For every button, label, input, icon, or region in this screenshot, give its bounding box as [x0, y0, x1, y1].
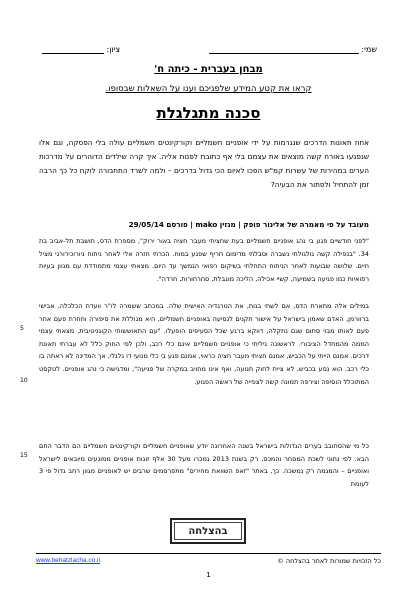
page-number: 1 [206, 571, 211, 579]
behatzlacha-logo [170, 518, 246, 544]
copyright-text: כל הזכויות שמורות לאתר בהצלחה © [277, 557, 381, 565]
source-line: מעובד על פי מאמרה של אלינור פופק | מגזין mako | פורסם 29/05/14 [128, 220, 369, 229]
footer-divider [36, 553, 381, 554]
website-link[interactable]: www.behatzlacha.co.il [36, 557, 100, 564]
logo-text: בהצלחה [174, 522, 242, 540]
article-paragraph-2: במילים אלה מתארת הדס, אם לשתי בנות, את הטרגדיה האישית שלה. במכתב ששמרה לו"ר וועדת הכלכלה, אבישי ברוורמן, האדם שאמון בישראל על אישור תקנים לנסיעה באופניים חשמליים, היא מגוללת את סיפורה וחוזרת פעם אחר פעם לאותו מבוי סתום שגם נתקלה, דווקא ברגע שכל הסעיפים הופעלו. "עם התאוששותי הקוגניטיבית, מצאתי עצמי הממה מהמחדל הציבורי. לראשונה גיליתי כי אופניים חשמליים אינם כלי רכב, ולכן לפי החוק כלל לא עברתי תאונת דרכים. אמנם הייתי על הכביש, אמנם חציתי מעבר חציה כראוי, אמנם פגע בי כלי מנועי דו גלגלי, אך המדינה לא ראתה בו כלי רכב. הוא נסע בכביש, לא ציית לחוק תנועה, ואף אינו מחויב במקרה של פגיעה", ומדגישה כי נהג אופניים. לטקסט המתוכלל הוסיפה וצירפה תמונה קשה לצפייה של ראשה הפגוע. [39, 302, 369, 386]
article-paragraph-3: כל מי שהסתובב בערים הגדולות בישראל בשנה האחרונה יודע שאופניים חשמליים וקורקינטים חשמליים הם הדבר החם הבא. לפי נתוני לשכת המסחר והמכס, רק בשנת 2013 נמכרו מעל 30 אלף זוגות אופניים ממונעים מיובאים לישראל ואופניים – והמגמה רק נמשכה. כך, באתר "זאפ השוואת מחירים" מתפרסמים שרבים יש לאופניים מגוון רחב גדול פי 3 לעומת [39, 442, 369, 488]
grade-label: ציון: [106, 45, 121, 54]
instructions: קראו את קטע המידע שלפניכם וענו על השאלות שבסופו. [105, 84, 312, 94]
footer [36, 557, 381, 569]
test-title: מבחן בעברית - כיתה ח' [154, 64, 263, 75]
line-number-5: 5 [20, 325, 24, 332]
intro-text: אחוז תאונות הדרכים שנגרמות על ידי אופניים חשמליים וקורקינטים חשמליים עולה בלי הפסקה, וגם אלו שנפגעו באורח קשה מוצאים את עצמם בלי אף כתובת לפנות אליה. איך קרה שילדים הדוהרים על מדרכות הערים במהירות של עשרות קמ"ש הפכו לאיום הכי גדול בדרכים – ולמה לשרד התחבורה לוקח כל כך הרבה זמן להתחיל ולפתור את הבעיה? [39, 138, 369, 189]
article-paragraph-1: "לפני חודשיים פגע בי נהג אופניים חשמליים בעת שחציתי מעבר חציה באור ירוק", מספרת הדס, תושבת תל-אביב בת 34. "בנפילה קשה גולגולתי נשברה וסבלתי מדימום חריף שפגע במוח. הכרתי חזרה אלי לאחר ניתוח ניורוכירורגי מציל חיים. שלושה שבועות לאחר הניתוח התחלתי בשיקום רפואי הנמשך עד היום. מצאתי עצמי מתמודדת עם מגוון בעיות רפואיות כמו פגיעה בשמיעה, קשיי אכילה, הליכה מוגבלת, סחרחורות, חרדה". [39, 237, 369, 283]
line-number-15: 15 [20, 452, 28, 459]
header-row [36, 44, 381, 58]
student-name [209, 44, 377, 54]
article-title: סכנה מתגלגלת [156, 104, 261, 122]
name-label: שמי: [361, 45, 377, 54]
grade-blank-line [42, 44, 104, 54]
line-number-10: 10 [20, 377, 28, 384]
grade [42, 44, 120, 54]
name-blank-line [209, 44, 359, 54]
